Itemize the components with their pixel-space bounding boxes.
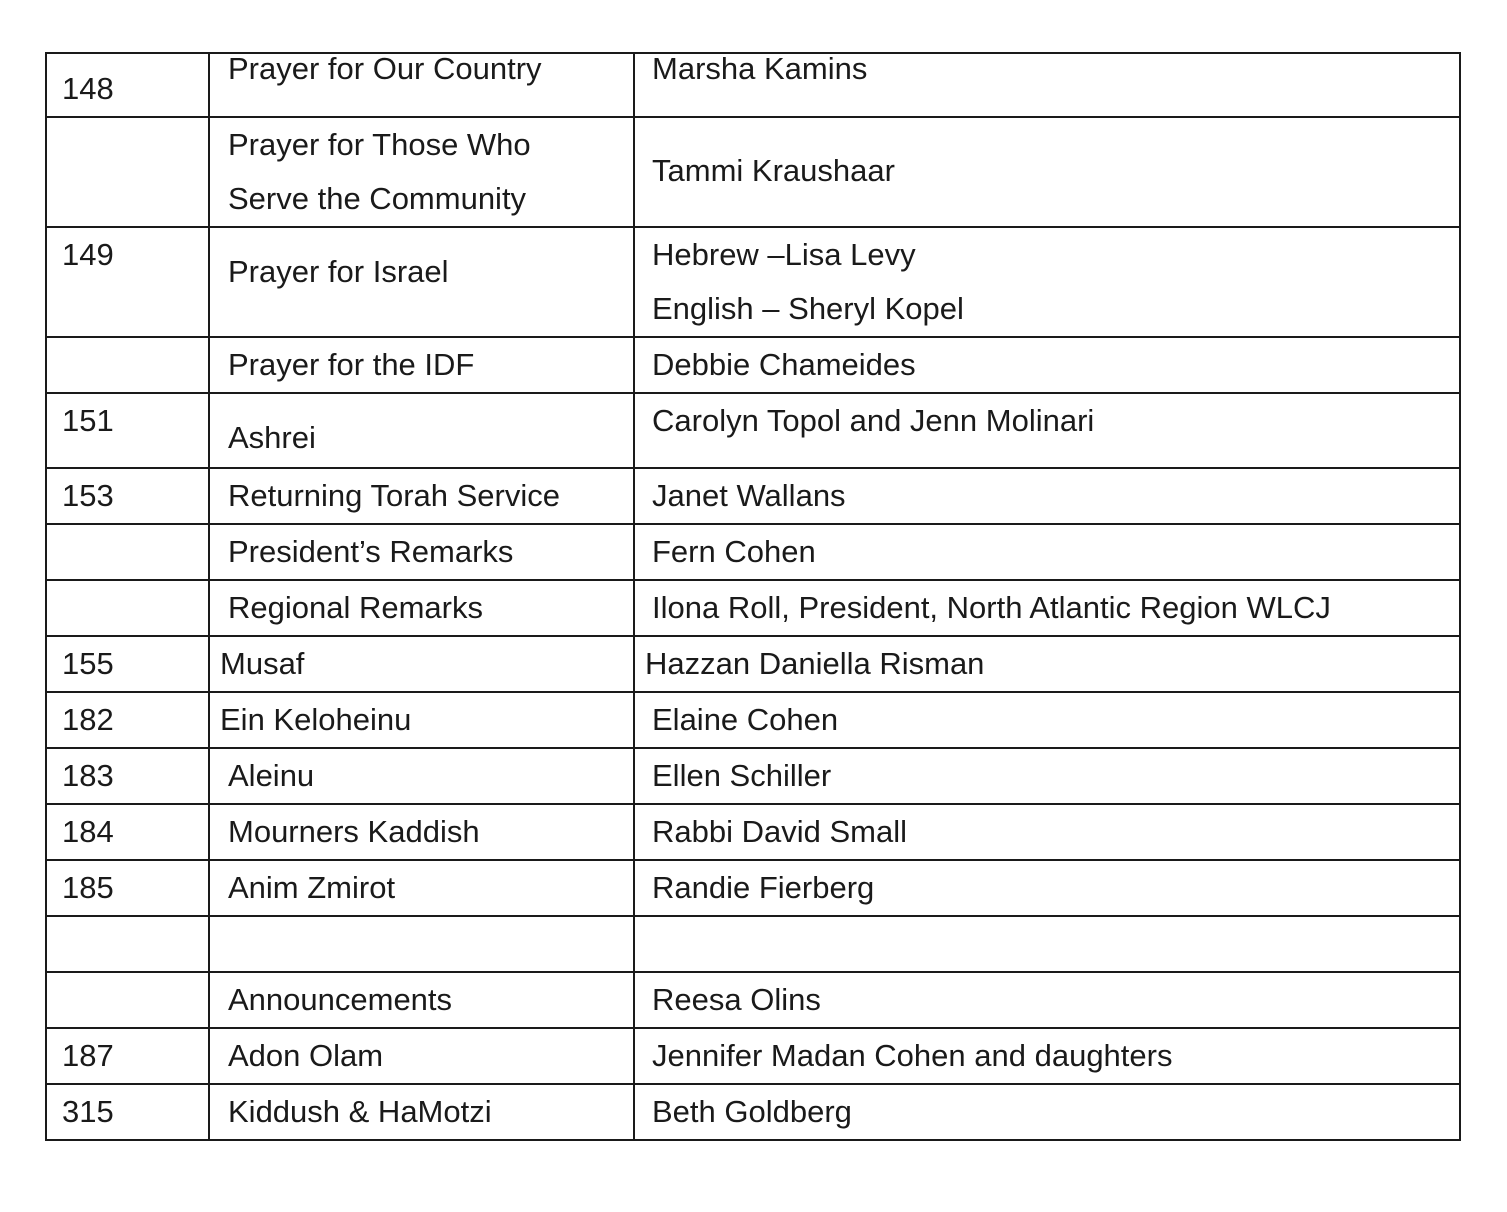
service-part: Mourners Kaddish — [228, 814, 480, 849]
table-row — [46, 860, 1460, 916]
reader-cell — [634, 860, 1460, 916]
reader-cell — [634, 1028, 1460, 1084]
service-part-line-2: Serve the Community — [228, 181, 527, 216]
reader-name: Jennifer Madan Cohen and daughters — [652, 1038, 1173, 1073]
service-part-cell — [209, 692, 634, 748]
table-row-blank — [46, 916, 1460, 972]
reader-name: Ellen Schiller — [652, 758, 832, 793]
reader-name: Beth Goldberg — [652, 1094, 852, 1129]
service-part: Ashrei — [228, 420, 316, 455]
page-number: 315 — [62, 1094, 114, 1129]
table-row — [46, 337, 1460, 393]
table-row — [46, 393, 1460, 468]
service-part: President’s Remarks — [228, 534, 514, 569]
service-part-cell — [209, 580, 634, 636]
service-part-cell — [209, 227, 634, 337]
reader-name: Fern Cohen — [652, 534, 816, 569]
page-number: 184 — [62, 814, 114, 849]
reader-cell — [634, 117, 1460, 227]
reader-name: Reesa Olins — [652, 982, 821, 1017]
service-part-cell — [209, 337, 634, 393]
service-part-cell — [209, 636, 634, 692]
table-row — [46, 117, 1460, 227]
table-row — [46, 1028, 1460, 1084]
service-part: Announcements — [228, 982, 453, 1017]
table-row — [46, 580, 1460, 636]
reader-cell — [634, 53, 1460, 117]
page-number-cell — [46, 524, 209, 580]
page-number-cell — [46, 53, 209, 117]
service-part-cell — [209, 468, 634, 524]
reader-cell — [634, 636, 1460, 692]
page-number-cell — [46, 916, 209, 972]
reader-cell — [634, 227, 1460, 337]
page-number: 153 — [62, 478, 114, 513]
service-part-cell — [209, 860, 634, 916]
reader-cell — [634, 468, 1460, 524]
page-number: 149 — [62, 237, 114, 272]
service-part-cell — [209, 53, 634, 117]
page-number: 187 — [62, 1038, 114, 1073]
reader-cell — [634, 337, 1460, 393]
service-part-cell — [209, 972, 634, 1028]
page-number-cell — [46, 1028, 209, 1084]
service-part: Ein Keloheinu — [220, 702, 412, 737]
table-row — [46, 692, 1460, 748]
reader-name: Tammi Kraushaar — [652, 153, 895, 188]
service-part: Regional Remarks — [228, 590, 483, 625]
table-row — [46, 227, 1460, 337]
page-number-cell — [46, 468, 209, 524]
table-row — [46, 468, 1460, 524]
table-row — [46, 748, 1460, 804]
page-number: 183 — [62, 758, 114, 793]
table-row — [46, 804, 1460, 860]
page-number-cell — [46, 1084, 209, 1140]
reader-name: Randie Fierberg — [652, 870, 875, 905]
reader-cell — [634, 804, 1460, 860]
page-number-cell — [46, 393, 209, 468]
service-program-table — [45, 52, 1461, 1141]
page-number-cell — [46, 227, 209, 337]
service-part-cell — [209, 916, 634, 972]
service-part-cell — [209, 117, 634, 227]
reader-name: Marsha Kamins — [652, 53, 868, 86]
page-number-cell — [46, 804, 209, 860]
service-part: Prayer for Israel — [228, 254, 449, 289]
service-part-cell — [209, 748, 634, 804]
reader-cell — [634, 393, 1460, 468]
service-part: Prayer for the IDF — [228, 347, 475, 382]
service-part: Musaf — [220, 646, 305, 681]
service-part: Kiddush & HaMotzi — [228, 1094, 492, 1129]
reader-name: Elaine Cohen — [652, 702, 839, 737]
service-part-cell — [209, 1028, 634, 1084]
reader-cell — [634, 580, 1460, 636]
reader-cell — [634, 748, 1460, 804]
reader-name: Debbie Chameides — [652, 347, 916, 382]
reader-name: Ilona Roll, President, North Atlantic Region WLCJ — [652, 590, 1331, 625]
service-part-line-1: Prayer for Those Who — [228, 127, 531, 162]
page-number-cell — [46, 337, 209, 393]
page-number-cell — [46, 580, 209, 636]
table-row — [46, 524, 1460, 580]
reader-cell — [634, 1084, 1460, 1140]
service-part: Adon Olam — [228, 1038, 384, 1073]
page-number-cell — [46, 748, 209, 804]
page-number: 155 — [62, 646, 114, 681]
table-row — [46, 1084, 1460, 1140]
reader-hebrew: Hebrew –Lisa Levy — [652, 237, 916, 272]
page-number-cell — [46, 860, 209, 916]
page-number: 185 — [62, 870, 114, 905]
reader-name: Janet Wallans — [652, 478, 846, 513]
reader-english: English – Sheryl Kopel — [652, 291, 964, 326]
reader-name: Carolyn Topol and Jenn Molinari — [652, 403, 1095, 438]
table-row — [46, 53, 1460, 117]
reader-cell — [634, 524, 1460, 580]
service-part-cell — [209, 804, 634, 860]
reader-cell — [634, 916, 1460, 972]
reader-cell — [634, 972, 1460, 1028]
page-number-cell — [46, 117, 209, 227]
page-number-cell — [46, 972, 209, 1028]
table-row — [46, 636, 1460, 692]
service-part-cell — [209, 393, 634, 468]
table-row — [46, 972, 1460, 1028]
service-part: Anim Zmirot — [228, 870, 396, 905]
reader-cell — [634, 692, 1460, 748]
reader-name: Rabbi David Small — [652, 814, 907, 849]
page-number: 148 — [62, 71, 114, 106]
service-part-cell — [209, 1084, 634, 1140]
service-part-cell — [209, 524, 634, 580]
service-part: Aleinu — [228, 758, 315, 793]
service-part: Returning Torah Service — [228, 478, 560, 513]
reader-name: Hazzan Daniella Risman — [645, 646, 985, 681]
page-number-cell — [46, 692, 209, 748]
page-number: 151 — [62, 403, 114, 438]
page-number: 182 — [62, 702, 114, 737]
service-part: Prayer for Our Country — [228, 53, 542, 86]
page-number-cell — [46, 636, 209, 692]
